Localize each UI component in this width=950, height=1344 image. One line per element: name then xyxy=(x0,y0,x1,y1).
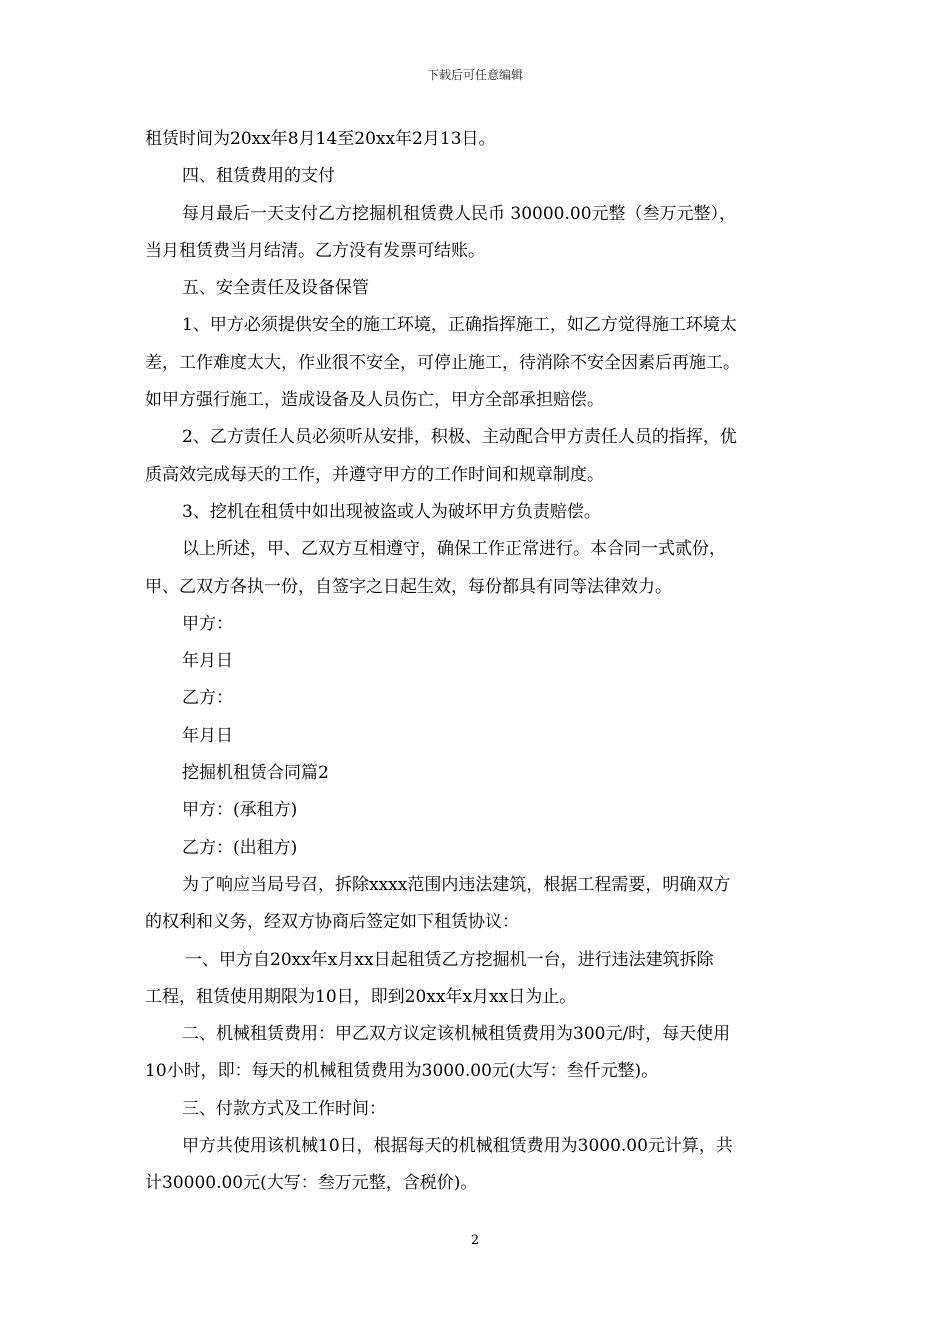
page-number: 2 xyxy=(470,1233,480,1248)
paragraph-line: 如甲方强行施工，造成设备及人员伤亡，甲方全部承担赔偿。 xyxy=(145,390,604,411)
paragraph-line: 为了响应当局号召，拆除xxxx范围内违法建筑，根据工程需要，明确双方 xyxy=(182,874,731,895)
section-heading: 四、租赁费用的支付 xyxy=(182,166,335,187)
paragraph-line: 租赁时间为20xx年8月14至20xx年2月13日。 xyxy=(145,129,496,149)
section-heading: 五、安全责任及设备保管 xyxy=(182,278,369,299)
paragraph-line: 计30000.00元(大写：叁万元整，含税价)。 xyxy=(145,1173,478,1194)
paragraph-line: 差，工作难度太大，作业很不安全，可停止施工，待消除不安全因素后再施工。 xyxy=(145,352,740,373)
signature-party-b: 乙方： xyxy=(182,688,233,709)
signature-party-a: 甲方： xyxy=(182,613,233,634)
paragraph-line: 3、挖机在租赁中如出现被盗或人为破坏甲方负责赔偿。 xyxy=(182,501,601,522)
paragraph-line: 一、甲方自20xx年x月xx日起租赁乙方挖掘机一台，进行违法建筑拆除 xyxy=(185,949,714,970)
paragraph-line: 工程，租赁使用期限为10日，即到20xx年x月xx日为止。 xyxy=(145,986,577,1007)
paragraph-line: 1、甲方必须提供安全的施工环境，正确指挥施工，如乙方觉得施工环境太 xyxy=(182,315,737,336)
paragraph-line: 10小时，即：每天的机械租赁费用为3000.00元(大写：叁仟元整)。 xyxy=(145,1061,659,1082)
party-b-line: 乙方：(出租方) xyxy=(182,837,298,858)
paragraph-line: 质高效完成每天的工作，并遵守甲方的工作时间和规章制度。 xyxy=(145,464,604,485)
paragraph-line: 甲、乙双方各执一份，自签字之日起生效，每份都具有同等法律效力。 xyxy=(145,576,672,597)
paragraph-line: 2、乙方责任人员必须听从安排，积极、主动配合甲方责任人员的指挥，优 xyxy=(182,427,737,448)
party-a-line: 甲方：(承租方) xyxy=(182,800,298,821)
paragraph-line: 以上所述，甲、乙双方互相遵守，确保工作正常进行。本合同一式贰份， xyxy=(182,539,726,560)
paragraph-line: 二、机械租赁费用：甲乙双方议定该机械租赁费用为300元/时，每天使用 xyxy=(182,1024,731,1045)
signature-date: 年月日 xyxy=(182,651,233,672)
paragraph-line: 甲方共使用该机械10日，根据每天的机械租赁费用为3000.00元计算，共 xyxy=(182,1136,733,1157)
paragraph-line: 当月租赁费当月结清。乙方没有发票可结账。 xyxy=(145,240,485,261)
paragraph-line: 的权利和义务，经双方协商后签定如下租赁协议： xyxy=(145,912,519,933)
document-body xyxy=(145,121,821,1203)
contract-title: 挖掘机租赁合同篇2 xyxy=(182,763,329,784)
paragraph-line: 每月最后一天支付乙方挖掘机租赁费人民币 30000.00元整（叁万元整）， xyxy=(182,203,737,224)
section-heading: 三、付款方式及工作时间： xyxy=(182,1098,386,1119)
page-header: 下载后可任意编辑 xyxy=(426,68,523,82)
signature-date: 年月日 xyxy=(182,725,233,746)
